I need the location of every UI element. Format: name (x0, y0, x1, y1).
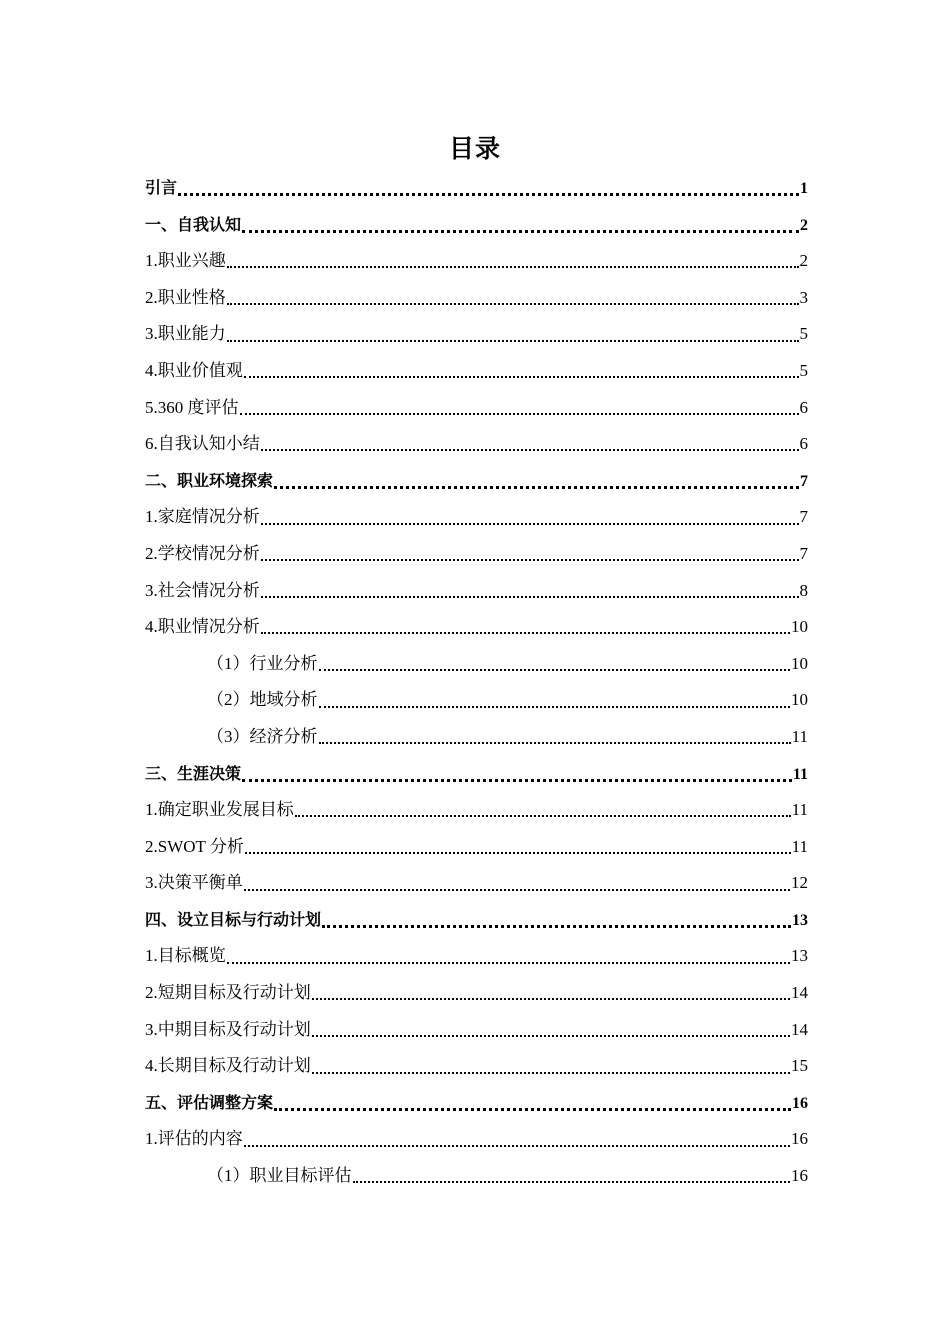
toc-entry-page-number: 16 (791, 1129, 808, 1149)
toc-entry[interactable] (145, 902, 808, 939)
toc-entry[interactable] (145, 975, 808, 1012)
toc-entry[interactable] (145, 499, 808, 536)
toc-entry[interactable] (145, 938, 808, 975)
toc-dot-leader (227, 947, 790, 967)
toc-entry-page-number: 8 (799, 580, 808, 600)
toc-entry[interactable] (145, 243, 808, 280)
toc-dot-leader (244, 361, 799, 381)
toc-dot-leader (319, 654, 791, 674)
toc-entry-label: 引言 (145, 178, 178, 197)
toc-dot-leader (322, 910, 791, 930)
toc-entry-page-number: 16 (791, 1166, 808, 1186)
toc-entry-page-number: 6 (799, 397, 808, 417)
toc-dot-leader (261, 544, 799, 564)
toc-entry-label: （3）经济分析 (207, 726, 318, 746)
toc-dot-leader (178, 178, 799, 198)
toc-entry-page-number: 16 (792, 1094, 808, 1112)
toc-entry[interactable] (145, 353, 808, 390)
toc-entry-label: 3.社会情况分析 (145, 580, 260, 600)
toc-dot-leader (295, 800, 791, 820)
table-of-contents (145, 170, 808, 1195)
toc-dot-leader (240, 398, 799, 418)
toc-entry[interactable] (145, 646, 808, 683)
toc-entry-page-number: 13 (792, 911, 808, 929)
toc-entry-label: 一、自我认知 (145, 214, 242, 234)
toc-entry-page-number: 3 (799, 287, 808, 307)
toc-entry-label: 2.学校情况分析 (145, 543, 260, 563)
toc-entry[interactable] (145, 682, 808, 719)
toc-entry[interactable] (145, 1158, 808, 1195)
toc-dot-leader (242, 215, 799, 235)
toc-entry[interactable] (145, 536, 808, 573)
toc-entry-label: 3.中期目标及行动计划 (145, 1019, 311, 1039)
toc-entry-page-number: 11 (791, 836, 808, 856)
toc-dot-leader (312, 983, 790, 1003)
toc-entry[interactable] (145, 1012, 808, 1049)
toc-entry-page-number: 15 (791, 1056, 808, 1076)
toc-entry[interactable] (145, 207, 808, 244)
toc-dot-leader (274, 471, 799, 491)
toc-entry-label: 3.决策平衡单 (145, 873, 243, 893)
toc-entry[interactable] (145, 792, 808, 829)
toc-entry-page-number: 2 (799, 251, 808, 271)
toc-entry-page-number: 5 (799, 324, 808, 344)
toc-dot-leader (261, 434, 799, 454)
toc-entry-label: 1.确定职业发展目标 (145, 800, 294, 820)
toc-entry[interactable] (145, 280, 808, 317)
toc-entry-label: 1.评估的内容 (145, 1129, 243, 1149)
toc-entry[interactable] (145, 1085, 808, 1122)
toc-entry[interactable] (145, 1048, 808, 1085)
toc-entry-label: 二、职业环境探索 (145, 470, 274, 490)
toc-entry[interactable] (145, 463, 808, 500)
toc-entry-label: 1.职业兴趣 (145, 251, 226, 271)
toc-dot-leader (261, 581, 799, 601)
toc-dot-leader (227, 251, 799, 271)
toc-entry-page-number: 14 (791, 983, 808, 1003)
toc-entry-page-number: 10 (791, 653, 808, 673)
toc-entry-label: 2.短期目标及行动计划 (145, 983, 311, 1003)
toc-entry-label: （1）行业分析 (207, 653, 318, 673)
toc-entry[interactable] (145, 829, 808, 866)
toc-entry-page-number: 12 (791, 873, 808, 893)
toc-entry-label: 1.目标概览 (145, 946, 226, 966)
toc-dot-leader (312, 1020, 790, 1040)
toc-entry-page-number: 6 (799, 434, 808, 454)
toc-entry-page-number: 7 (799, 543, 808, 563)
toc-dot-leader (245, 837, 791, 857)
toc-entry[interactable] (145, 316, 808, 353)
toc-entry-page-number: 11 (792, 765, 808, 783)
toc-entry[interactable] (145, 756, 808, 793)
toc-entry-label: 3.职业能力 (145, 324, 226, 344)
toc-dot-leader (244, 1130, 790, 1150)
toc-entry-page-number: 10 (791, 617, 808, 637)
toc-entry[interactable] (145, 865, 808, 902)
toc-entry-label: 三、生涯决策 (145, 763, 242, 783)
toc-entry-page-number: 2 (800, 216, 808, 234)
toc-dot-leader (353, 1166, 791, 1186)
toc-dot-leader (242, 764, 792, 784)
toc-entry-page-number: 1 (800, 180, 808, 197)
toc-dot-leader (227, 288, 799, 308)
toc-entry-label: 4.长期目标及行动计划 (145, 1056, 311, 1076)
toc-entry-label: 1.家庭情况分析 (145, 507, 260, 527)
toc-entry[interactable] (145, 426, 808, 463)
toc-entry-label: 5.360 度评估 (145, 397, 239, 417)
toc-dot-leader (274, 1093, 791, 1113)
toc-entry-page-number: 14 (791, 1019, 808, 1039)
toc-dot-leader (261, 508, 799, 528)
toc-entry-page-number: 5 (799, 360, 808, 380)
toc-entry[interactable] (145, 609, 808, 646)
toc-dot-leader (244, 874, 790, 894)
toc-entry-page-number: 7 (800, 472, 808, 490)
toc-entry-label: 2.职业性格 (145, 287, 226, 307)
toc-entry-label: 6.自我认知小结 (145, 434, 260, 454)
toc-dot-leader (319, 727, 791, 747)
toc-entry[interactable] (145, 573, 808, 610)
toc-entry[interactable] (145, 719, 808, 756)
toc-entry-label: 四、设立目标与行动计划 (145, 909, 322, 929)
toc-dot-leader (261, 617, 790, 637)
toc-entry-label: 五、评估调整方案 (145, 1092, 274, 1112)
toc-entry-label: 4.职业情况分析 (145, 617, 260, 637)
toc-entry-label: （1）职业目标评估 (207, 1166, 352, 1186)
toc-dot-leader (319, 691, 791, 711)
toc-entry-label: 4.职业价值观 (145, 360, 243, 380)
toc-entry[interactable] (145, 1121, 808, 1158)
toc-dot-leader (227, 325, 799, 345)
toc-entry-page-number: 11 (791, 800, 808, 820)
toc-entry-page-number: 13 (791, 946, 808, 966)
toc-entry[interactable] (145, 390, 808, 427)
toc-entry-label: 2.SWOT 分析 (145, 836, 244, 856)
toc-entry-label: （2）地域分析 (207, 690, 318, 710)
toc-dot-leader (312, 1057, 790, 1077)
toc-entry-page-number: 10 (791, 690, 808, 710)
toc-entry[interactable] (145, 170, 808, 207)
toc-title: 目录 (448, 134, 501, 163)
toc-entry-page-number: 11 (791, 726, 808, 746)
toc-entry-page-number: 7 (799, 507, 808, 527)
